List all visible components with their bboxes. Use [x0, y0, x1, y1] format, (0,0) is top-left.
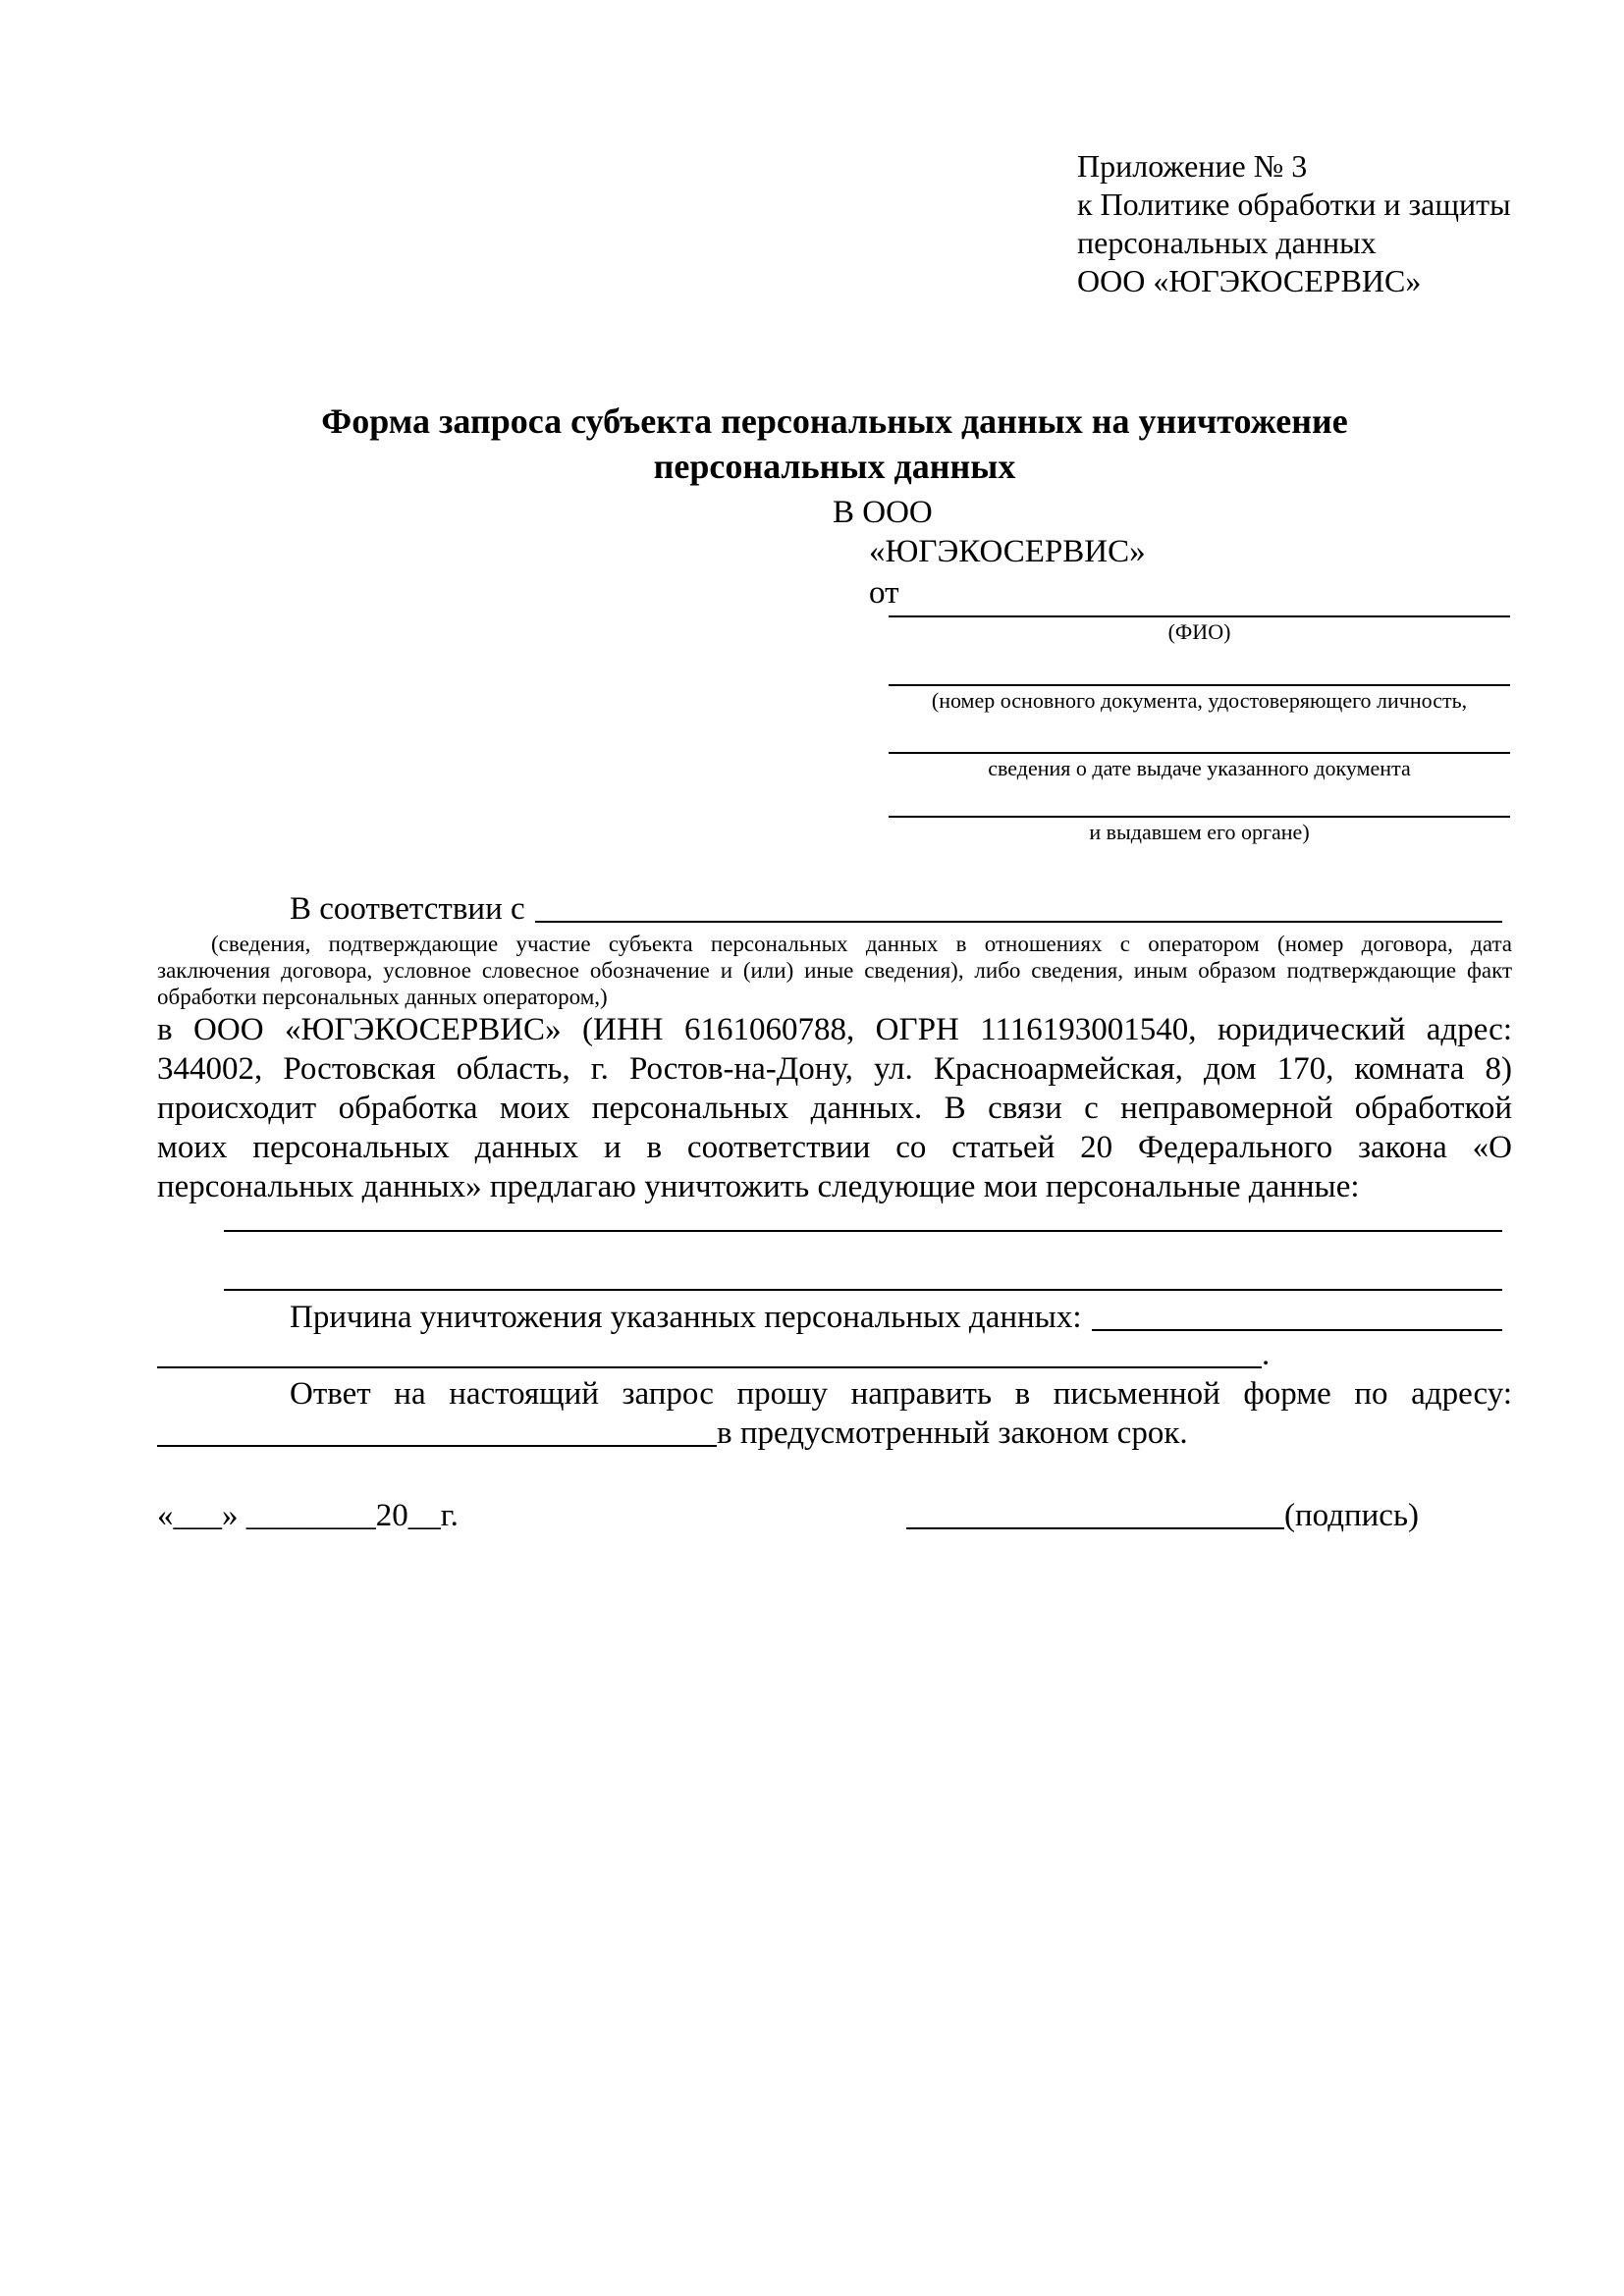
- signature-input-line: [906, 1496, 1284, 1529]
- doc-number-input-line: [889, 684, 1510, 686]
- appendix-header: [1077, 147, 1511, 300]
- body-paragraph-line: в ООО «ЮГЭКОСЕРВИС» (ИНН 6161060788, ОГРН 1116193001540, юридический адрес:: [157, 1012, 1512, 1047]
- issuer-caption: и выдавшем его органе): [1089, 820, 1310, 844]
- caption-line: (сведения, подтверждающие участие субъекта персональных данных в отношениях с оператором (номер договора, дата: [211, 932, 1512, 956]
- date-signature-row: [157, 1496, 1502, 1535]
- signature-group: [906, 1496, 1419, 1535]
- body-paragraph-line: происходит обработка моих персональных данных. В связи с неправомерной обработкой: [157, 1091, 1512, 1126]
- reason-row: [157, 1298, 1502, 1337]
- issuer-input-line: [889, 816, 1510, 818]
- company-name: ООО «ЮГЭКОСЕРВИС»: [1077, 263, 1422, 298]
- accordance-caption: [157, 931, 1512, 1010]
- fio-caption: (ФИО): [1167, 619, 1231, 644]
- caption-line: обработки персональных данных оператором,): [157, 985, 608, 1009]
- issue-date-caption: сведения о дате выдаче указанного документа: [988, 756, 1411, 780]
- reason-input-line-2: [157, 1335, 1262, 1368]
- body-paragraph-line: моих персональных данных и в соответствии со статьей 20 Федерального закона «О: [157, 1130, 1512, 1165]
- policy-reference-line: к Политике обработки и защиты: [1077, 187, 1511, 222]
- response-request-label: Ответ на настоящий запрос прошу направить в письменной форме по адресу:: [290, 1376, 1512, 1412]
- reason-input-line: [1092, 1298, 1502, 1331]
- reason-terminator: .: [1262, 1337, 1271, 1372]
- date-blank: «___» ________20__г.: [157, 1498, 459, 1533]
- document-title: [157, 399, 1512, 489]
- policy-reference-line: персональных данных: [1077, 225, 1377, 260]
- data-to-destroy-input-line-1: [224, 1230, 1502, 1232]
- addressee-from-label: от: [869, 575, 899, 611]
- accordance-label: В соответствии с: [290, 891, 525, 927]
- accordance-input-line: [535, 889, 1502, 923]
- doc-number-caption: (номер основного документа, удостоверяющего личность,: [931, 688, 1468, 713]
- reason-label: Причина уничтожения указанных персональных данных:: [290, 1300, 1082, 1335]
- appendix-number: Приложение № 3: [1077, 148, 1308, 184]
- addressee-org-name: «ЮГЭКОСЕРВИС»: [869, 534, 1146, 569]
- title-line: персональных данных: [653, 447, 1016, 486]
- body-paragraph-line: 344002, Ростовская область, г. Ростов-на-Дону, ул. Красноармейская, дом 170, комната 8): [157, 1051, 1512, 1087]
- data-to-destroy-input-line-2: [224, 1289, 1502, 1291]
- body-paragraph: [157, 1010, 1512, 1206]
- response-suffix: в предусмотренный законом срок.: [717, 1415, 1188, 1451]
- title-line: Форма запроса субъекта персональных данных на уничтожение: [321, 401, 1348, 441]
- response-address-row: [157, 1414, 1502, 1453]
- body-paragraph-line: персональных данных» предлагаю уничтожить следующие мои персональные данные:: [157, 1169, 1360, 1204]
- accordance-row: [157, 889, 1502, 929]
- issue-date-input-line: [889, 752, 1510, 754]
- signature-caption: (подпись): [1284, 1498, 1419, 1533]
- reason-continuation-row: [157, 1335, 1502, 1374]
- fio-input-line: [889, 615, 1510, 617]
- caption-line: заключения договора, условное словесное обозначение и (или) иные сведения), либо сведения, иным образом подтверждающие факт: [157, 958, 1512, 983]
- response-address-input-line: [157, 1414, 717, 1447]
- addressee-to-label: В ООО: [833, 495, 933, 530]
